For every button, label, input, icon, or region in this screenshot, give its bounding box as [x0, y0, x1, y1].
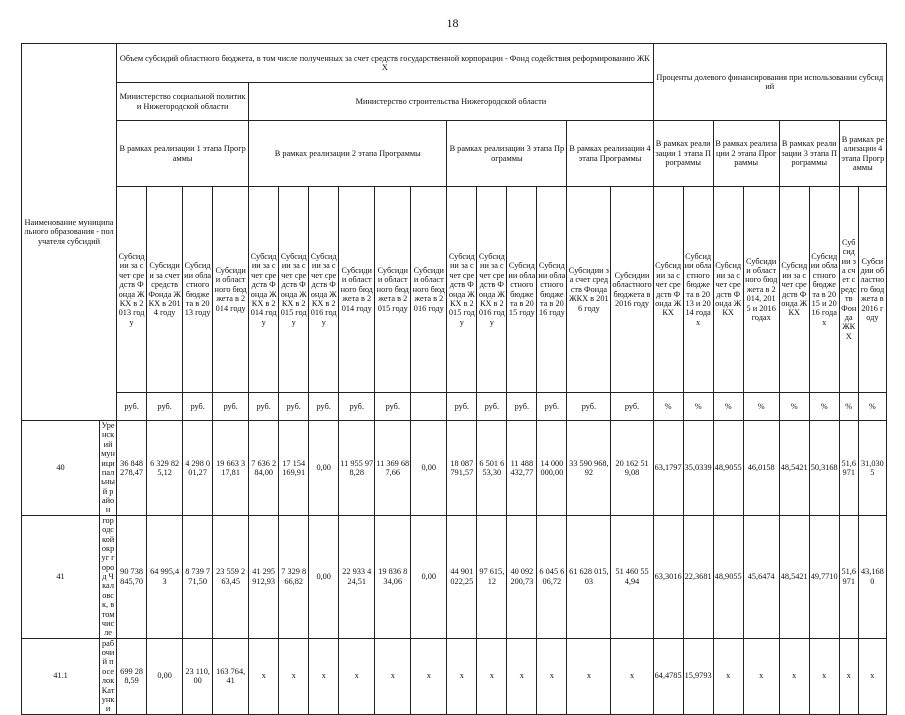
- cofinancing-percent-header: Проценты долевого финансирования при использовании субсидий: [653, 44, 886, 121]
- unit-cell: %: [779, 393, 809, 421]
- value-cell: x: [411, 638, 447, 714]
- column-header: Субсидии областного бюджета в 2014 году: [339, 187, 375, 393]
- unit-cell: %: [858, 393, 886, 421]
- column-header: Субсидии за счет средств Фонда ЖКХ: [713, 187, 743, 393]
- unit-cell: %: [743, 393, 779, 421]
- value-cell: 45,6474: [743, 515, 779, 638]
- column-header: Субсидии за счет средств Фонда ЖКХ: [839, 187, 858, 393]
- value-cell: 0,00: [411, 515, 447, 638]
- value-cell: 0,00: [309, 515, 339, 638]
- pct-stage4-header: В рамках реализации 4 этапа Программы: [839, 121, 886, 187]
- unit-cell: руб.: [537, 393, 567, 421]
- value-cell: 20 162 519,08: [611, 421, 653, 516]
- municipality-name: городской округ город Чкаловск, в том числе: [101, 515, 115, 638]
- value-cell: x: [713, 638, 743, 714]
- value-cell: 11 955 978,28: [339, 421, 375, 516]
- value-cell: 0,00: [309, 421, 339, 516]
- stage1-header: В рамках реализации 1 этапа Программы: [117, 121, 249, 187]
- value-cell: 48,5421: [779, 515, 809, 638]
- unit-cell: руб.: [567, 393, 611, 421]
- value-cell: 40 092 200,73: [507, 515, 537, 638]
- value-cell: x: [537, 638, 567, 714]
- value-cell: 48,9055: [713, 515, 743, 638]
- page-number: 18: [446, 16, 459, 30]
- value-cell: 63,1797: [653, 421, 683, 516]
- pct-stage1-header: В рамках реализации 1 этапа Программы: [653, 121, 713, 187]
- unit-cell: руб.: [339, 393, 375, 421]
- value-cell: x: [279, 638, 309, 714]
- column-header: Субсидии за счет средств Фонда ЖКХ в 2016 году: [309, 187, 339, 393]
- value-cell: 51 460 554,94: [611, 515, 653, 638]
- unit-cell: %: [713, 393, 743, 421]
- value-cell: 0,00: [411, 421, 447, 516]
- column-header: Субсидии за счет средств Фонда ЖКХ в 2015 году: [447, 187, 477, 393]
- value-cell: 15,9793: [683, 638, 713, 714]
- value-cell: x: [743, 638, 779, 714]
- column-header: Субсидии областного бюджета в 2015 году: [375, 187, 411, 393]
- pct-stage2-header: В рамках реализации 2 этапа Программы: [713, 121, 779, 187]
- value-cell: 11 488 432,77: [507, 421, 537, 516]
- stage4-header: В рамках реализации 4 этапа Программы: [567, 121, 653, 187]
- column-header: Субсидии областного бюджета в 2016 году: [858, 187, 886, 393]
- value-cell: 0,00: [147, 638, 183, 714]
- municipality-name: рабочий поселок Катунки: [100, 638, 117, 714]
- column-header: Субсидии областного бюджета в 2014, 2015 и 2016 годах: [743, 187, 779, 393]
- column-header: Субсидии за счет средств Фонда ЖКХ: [653, 187, 683, 393]
- value-cell: 33 590 968,92: [567, 421, 611, 516]
- value-cell: 163 764,41: [213, 638, 249, 714]
- column-header: Субсидии областного бюджета в 2013 году: [183, 187, 213, 393]
- value-cell: x: [567, 638, 611, 714]
- municipality-name-header: Наименование муниципального образования - получателя субсидий: [22, 44, 117, 421]
- row-index: 40: [22, 421, 100, 516]
- pct-stage3-header: В рамках реализации 3 этапа Программы: [779, 121, 839, 187]
- value-cell: x: [809, 638, 839, 714]
- column-header: Субсидии областного бюджета в 2015 году: [507, 187, 537, 393]
- value-cell: 23 559 263,45: [213, 515, 249, 638]
- value-cell: 49,7710: [809, 515, 839, 638]
- ministry-social-header: Министерство социальной политики Нижегородской области: [117, 83, 249, 121]
- unit-cell: руб.: [477, 393, 507, 421]
- value-cell: 22,3681: [683, 515, 713, 638]
- value-cell: 97 615,12: [477, 515, 507, 638]
- unit-cell: руб.: [249, 393, 279, 421]
- value-cell: 6 501 653,30: [477, 421, 507, 516]
- value-cell: x: [477, 638, 507, 714]
- value-cell: x: [611, 638, 653, 714]
- value-cell: x: [858, 638, 886, 714]
- value-cell: 8 739 771,50: [183, 515, 213, 638]
- value-cell: 19 836 834,06: [375, 515, 411, 638]
- column-header: Субсидии за счет средств Фонда ЖКХ в 2014 году: [147, 187, 183, 393]
- unit-cell: %: [809, 393, 839, 421]
- value-cell: 90 738 845,70: [117, 515, 147, 638]
- column-header: Субсидии за счет средств Фонда ЖКХ в 2013 году: [117, 187, 147, 393]
- value-cell: 35,0339: [683, 421, 713, 516]
- stage2-header: В рамках реализации 2 этапа Программы: [249, 121, 447, 187]
- column-header: Субсидии за счет средств Фонда ЖКХ в 2016 году: [567, 187, 611, 393]
- subsidy-table: [21, 43, 887, 715]
- value-cell: 6 329 825,12: [147, 421, 183, 516]
- value-cell: x: [447, 638, 477, 714]
- value-cell: 18 087 791,57: [447, 421, 477, 516]
- column-header: Субсидии за счет средств Фонда ЖКХ в 2014 году: [249, 187, 279, 393]
- unit-cell: %: [839, 393, 858, 421]
- value-cell: 43,1680: [858, 515, 886, 638]
- value-cell: 6 045 606,72: [537, 515, 567, 638]
- value-cell: 4 298 001,27: [183, 421, 213, 516]
- unit-cell: руб.: [279, 393, 309, 421]
- value-cell: 51,6971: [839, 515, 858, 638]
- column-header: Субсидии областного бюджета в 2013 и 2014 годах: [683, 187, 713, 393]
- unit-cell: руб.: [309, 393, 339, 421]
- unit-cell: %: [683, 393, 713, 421]
- column-header: Субсидии областного бюджета в 2016 году: [411, 187, 447, 393]
- row-index: 41: [22, 515, 100, 638]
- value-cell: 17 154 169,91: [279, 421, 309, 516]
- value-cell: 14 000 000,00: [537, 421, 567, 516]
- value-cell: 22 933 424,51: [339, 515, 375, 638]
- value-cell: 44 901 022,25: [447, 515, 477, 638]
- value-cell: 48,9055: [713, 421, 743, 516]
- value-cell: 63,3016: [653, 515, 683, 638]
- column-header: Субсидии областного бюджета в 2016 году: [611, 187, 653, 393]
- unit-cell: руб.: [147, 393, 183, 421]
- row-index: 41.1: [22, 638, 100, 714]
- unit-cell: руб.: [375, 393, 411, 421]
- value-cell: x: [339, 638, 375, 714]
- value-cell: 51,6971: [839, 421, 858, 516]
- value-cell: 41 295 912,93: [249, 515, 279, 638]
- value-cell: 61 628 015,03: [567, 515, 611, 638]
- value-cell: 31,0305: [858, 421, 886, 516]
- column-header: Субсидии за счет средств Фонда ЖКХ в 2015 году: [279, 187, 309, 393]
- column-header: Субсидии за счет средств Фонда ЖКХ: [779, 187, 809, 393]
- value-cell: 50,3168: [809, 421, 839, 516]
- ministry-construction-header: Министерство строительства Нижегородской области: [249, 83, 653, 121]
- stage3-header: В рамках реализации 3 этапа Программы: [447, 121, 567, 187]
- unit-cell: руб.: [117, 393, 147, 421]
- unit-cell: %: [653, 393, 683, 421]
- value-cell: x: [839, 638, 858, 714]
- value-cell: 64,4785: [653, 638, 683, 714]
- column-header: Субсидии за счет средств Фонда ЖКХ в 2016 году: [477, 187, 507, 393]
- unit-cell: руб.: [507, 393, 537, 421]
- value-cell: 11 369 687,66: [375, 421, 411, 516]
- value-cell: 48,5421: [779, 421, 809, 516]
- column-header: Субсидии областного бюджета в 2016 году: [537, 187, 567, 393]
- value-cell: 19 663 317,81: [213, 421, 249, 516]
- unit-cell: руб.: [611, 393, 653, 421]
- value-cell: x: [249, 638, 279, 714]
- value-cell: x: [507, 638, 537, 714]
- value-cell: 23 110,00: [183, 638, 213, 714]
- value-cell: 7 636 284,00: [249, 421, 279, 516]
- value-cell: 46,0158: [743, 421, 779, 516]
- unit-cell: руб.: [447, 393, 477, 421]
- value-cell: 699 288,59: [117, 638, 147, 714]
- value-cell: 64 995,43: [147, 515, 183, 638]
- value-cell: x: [309, 638, 339, 714]
- column-header: Субсидии областного бюджета в 2015 и 2016 годах: [809, 187, 839, 393]
- value-cell: x: [375, 638, 411, 714]
- unit-cell: руб.: [213, 393, 249, 421]
- subsidy-volume-header: Объем субсидий областного бюджета, в том числе полученных за счет средств государственной корпорации - Фонд содействия реформированию ЖКХ: [117, 44, 654, 83]
- value-cell: 7 329 866,82: [279, 515, 309, 638]
- municipality-name: Уренский муниципальный район: [101, 421, 115, 515]
- unit-cell: [411, 393, 447, 421]
- value-cell: 36 848 278,47: [117, 421, 147, 516]
- unit-cell: руб.: [183, 393, 213, 421]
- value-cell: x: [779, 638, 809, 714]
- column-header: Субсидии областного бюджета в 2014 году: [213, 187, 249, 393]
